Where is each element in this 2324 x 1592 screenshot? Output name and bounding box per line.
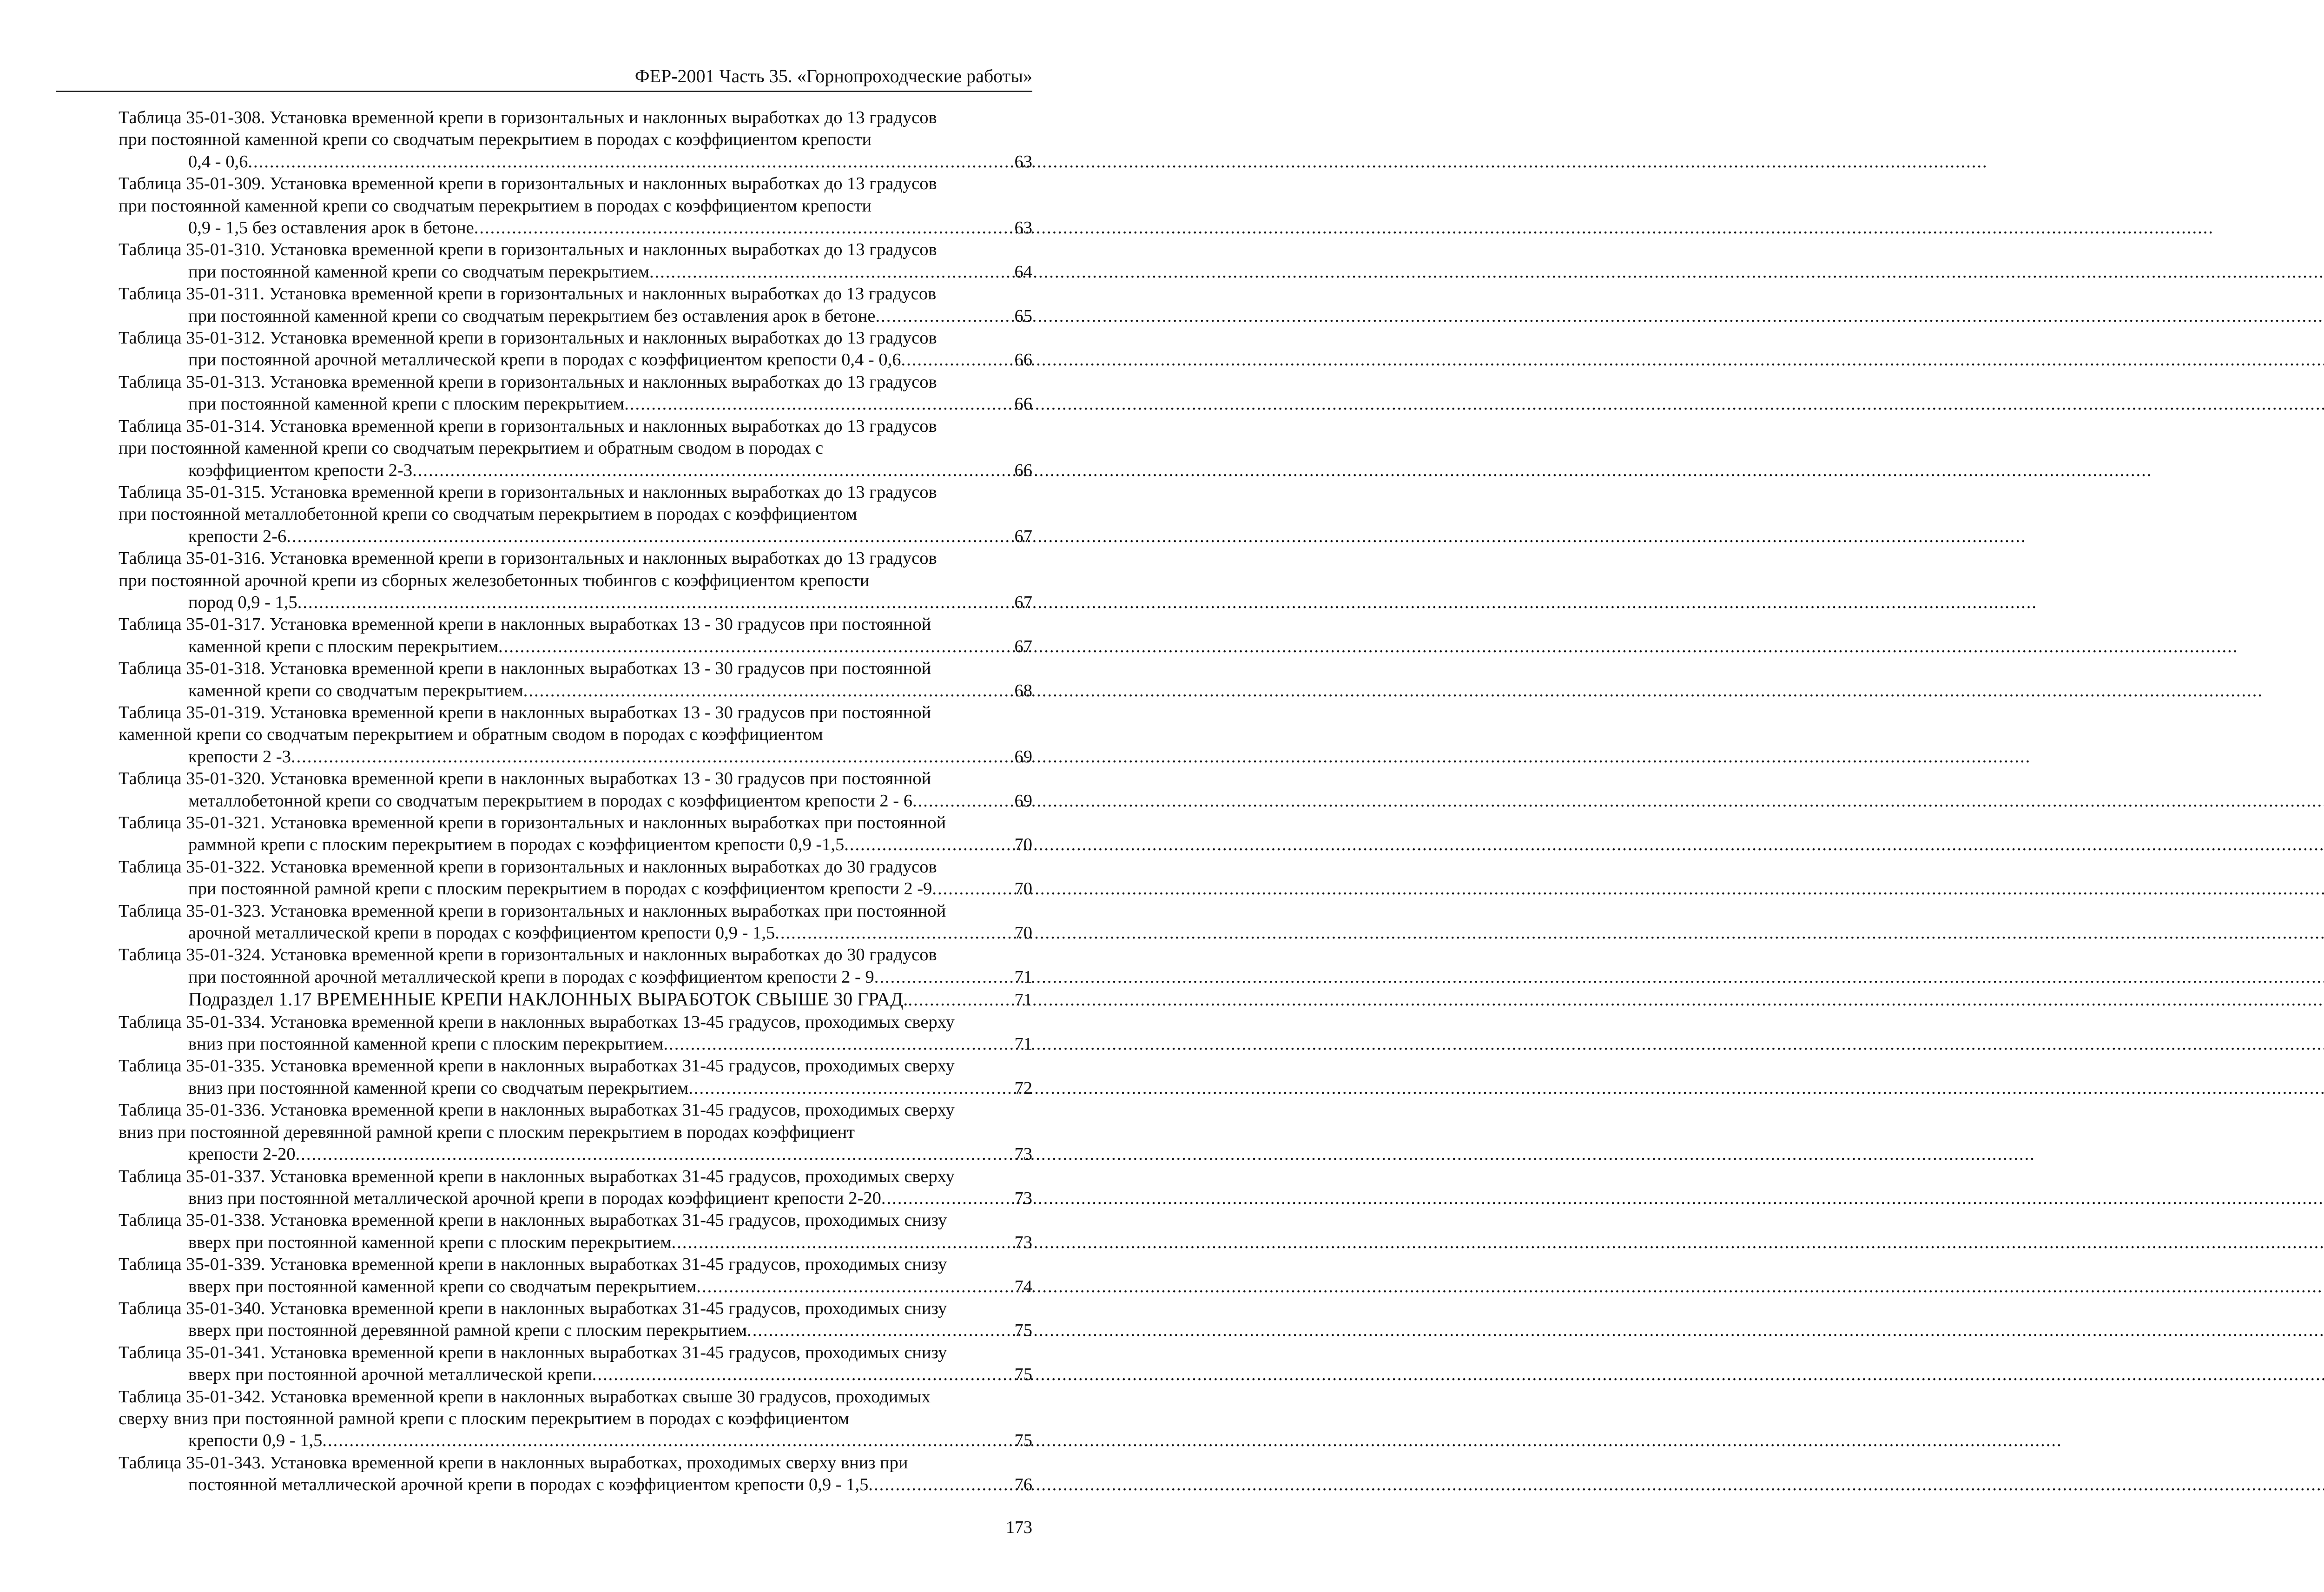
dot-leader <box>498 636 1014 658</box>
toc-subsection-entry[interactable] <box>61 988 1032 1011</box>
toc-table-entry[interactable] <box>61 812 1032 856</box>
toc-leader-row <box>188 680 1032 702</box>
toc-entry-line: Таблица 35-01-324. Установка временной крепи в горизонтальных и наклонных выработках до 30 градусов <box>119 945 937 965</box>
toc-entry-line: Таблица 35-01-337. Установка временной крепи в наклонных выработках 31-45 градусов, проходимых сверху <box>119 1166 955 1186</box>
toc-entry-line: Таблица 35-01-335. Установка временной крепи в наклонных выработках 31-45 градусов, проходимых сверху <box>119 1056 955 1076</box>
toc-entry-last-line: пород 0,9 - 1,5 <box>188 592 297 612</box>
toc-leader-row <box>188 526 1032 548</box>
toc-entry-line: Таблица 35-01-342. Установка временной крепи в наклонных выработках свыше 30 градусов, проходимых <box>119 1387 931 1407</box>
toc-entry-last-line: 0,4 - 0,6 <box>188 152 248 172</box>
toc-table-entry[interactable] <box>61 702 1032 768</box>
toc-entry-last-line: вниз при постоянной каменной крепи со сводчатым перекрытием <box>188 1078 689 1098</box>
dot-leader <box>747 1320 1014 1341</box>
toc-leader-row <box>188 1077 1032 1099</box>
toc-leader-row <box>188 988 1032 1011</box>
dot-leader <box>296 1143 1015 1165</box>
toc-entry-last-line: при постоянной каменной крепи с плоским перекрытием <box>188 394 625 414</box>
dot-leader <box>881 1188 1015 1209</box>
toc-entry-last-line: раммной крепи с плоским перекрытием в породах с коэффициентом крепости 0,9 -1,5 <box>188 835 845 855</box>
toc-page-number: 71 <box>1014 990 1032 1010</box>
toc-entry-line: Таблица 35-01-338. Установка временной крепи в наклонных выработках 31-45 градусов, проходимых снизу <box>119 1210 947 1230</box>
toc-page-number: 63 <box>1014 152 1032 172</box>
toc-leader-row <box>188 151 1032 173</box>
dot-leader <box>688 1077 1014 1099</box>
toc-entry-last-line: при постоянной каменной крепи со сводчатым перекрытием без оставления арок в бетоне <box>188 306 876 326</box>
toc-leader-row <box>188 834 1032 856</box>
toc-entry-line: Таблица 35-01-336. Установка временной крепи в наклонных выработках 31-45 градусов, проходимых сверху <box>119 1100 955 1120</box>
toc-page-number: 70 <box>1014 835 1032 855</box>
toc-page-number: 71 <box>1014 1034 1032 1054</box>
dot-leader <box>696 1276 1014 1298</box>
toc-leader-row <box>188 878 1032 900</box>
dot-leader <box>901 349 1014 371</box>
dot-leader <box>672 1232 1015 1254</box>
toc-entry-line: Таблица 35-01-316. Установка временной крепи в горизонтальных и наклонных выработках до 13 градусов <box>119 548 937 568</box>
toc-table-entry[interactable] <box>61 1452 1032 1496</box>
toc-table-entry[interactable] <box>61 856 1032 900</box>
toc-page-number: 69 <box>1014 791 1032 811</box>
toc-entry-line: Таблица 35-01-308. Установка временной крепи в горизонтальных и наклонных выработках до 13 градусов <box>119 108 937 127</box>
toc-entry-last-line: арочной металлической крепи в породах с коэффициентом крепости 0,9 - 1,5 <box>188 923 775 943</box>
toc-entry-line: Таблица 35-01-313. Установка временной крепи в горизонтальных и наклонных выработках до 13 градусов <box>119 372 937 392</box>
toc-table-entry[interactable] <box>61 1254 1032 1298</box>
toc-entry-last-line: вверх при постоянной деревянной рамной крепи с плоским перекрытием <box>188 1321 747 1341</box>
toc-page-number: 75 <box>1014 1321 1032 1341</box>
toc-table-entry[interactable] <box>61 416 1032 482</box>
dot-leader <box>248 151 1014 173</box>
toc-page-number: 65 <box>1014 306 1032 326</box>
dot-leader <box>912 790 1015 812</box>
toc-page-number: 67 <box>1014 526 1032 546</box>
toc-entry-line: каменной крепи со сводчатым перекрытием и обратным сводом в породах с коэффициентом <box>119 725 823 745</box>
toc-page-number: 75 <box>1014 1431 1032 1451</box>
toc-table-entry[interactable] <box>61 1386 1032 1452</box>
toc-table-entry[interactable] <box>61 1055 1032 1099</box>
toc-entry-line: при постоянной каменной крепи со сводчатым перекрытием и обратным сводом в породах с <box>119 438 824 458</box>
header-rule <box>56 91 1032 92</box>
toc-entry-line: Таблица 35-01-315. Установка временной крепи в горизонтальных и наклонных выработках до 13 градусов <box>119 482 937 502</box>
dot-leader <box>286 526 1014 548</box>
toc-leader-row <box>188 592 1032 614</box>
toc-leader-row <box>188 349 1032 371</box>
toc-leader-row <box>188 1320 1032 1341</box>
dot-leader <box>844 834 1014 856</box>
toc-entry-last-line: постоянной металлической арочной крепи в породах с коэффициентом крепости 0,9 - 1,5 <box>188 1475 869 1495</box>
toc-table-entry[interactable] <box>61 239 1032 283</box>
toc-leader-row <box>188 1143 1032 1165</box>
dot-leader <box>523 680 1015 702</box>
toc-entry-last-line: вверх при постоянной каменной крепи с плоским перекрытием <box>188 1232 672 1252</box>
dot-leader <box>291 746 1015 768</box>
toc-entry-line: Таблица 35-01-323. Установка временной крепи в горизонтальных и наклонных выработках при постоянной <box>119 901 946 921</box>
toc-leader-row <box>188 1033 1032 1055</box>
toc-entry-line: Таблица 35-01-341. Установка временной крепи в наклонных выработках 31-45 градусов, проходимых снизу <box>119 1342 947 1362</box>
dot-leader <box>868 1474 1014 1496</box>
toc-entry-line: сверху вниз при постоянной рамной крепи с плоским перекрытием в породах с коэффициентом <box>119 1408 850 1428</box>
toc-entry-last-line: при постоянной рамной крепи с плоским перекрытием в породах с коэффициентом крепости 2 -9 <box>188 879 932 899</box>
toc-page-number: 63 <box>1014 218 1032 238</box>
dot-leader <box>908 989 1014 1011</box>
toc-entry-line: Таблица 35-01-339. Установка временной крепи в наклонных выработках 31-45 градусов, проходимых снизу <box>119 1255 947 1275</box>
toc-table-entry[interactable] <box>61 614 1032 658</box>
toc-entry-last-line: вниз при постоянной каменной крепи с плоским перекрытием <box>188 1034 664 1054</box>
toc-table-entry[interactable] <box>61 944 1032 988</box>
toc-table-entry[interactable] <box>61 1342 1032 1386</box>
toc-entry-last-line: крепости 0,9 - 1,5 <box>188 1431 323 1451</box>
toc-entry-last-line: крепости 2 -3 <box>188 746 291 766</box>
toc-entry-last-line: металлобетонной крепи со сводчатым перекрытием в породах с коэффициентом крепости 2 - 6 <box>188 791 912 811</box>
page-number: 173 <box>1006 1518 1032 1537</box>
toc-leader-row <box>188 305 1032 327</box>
toc-table-entry[interactable] <box>61 1011 1032 1056</box>
toc-leader-row <box>188 1474 1032 1496</box>
toc-table-entry[interactable] <box>61 173 1032 239</box>
toc-entry-line: Таблица 35-01-343. Установка временной крепи в наклонных выработках, проходимых сверху вниз при <box>119 1453 908 1473</box>
toc-entry-line: при постоянной каменной крепи со сводчатым перекрытием в породах с коэффициентом крепости <box>119 130 872 150</box>
dot-leader <box>592 1364 1015 1386</box>
toc-leader-row <box>188 1232 1032 1254</box>
dot-leader <box>624 393 1014 415</box>
toc-page-number: 69 <box>1014 746 1032 766</box>
toc-leader-row <box>188 261 1032 283</box>
dot-leader <box>664 1033 1015 1055</box>
toc-entry-line: Таблица 35-01-310. Установка временной крепи в горизонтальных и наклонных выработках до 13 градусов <box>119 240 937 260</box>
toc-entry-last-line: вверх при постоянной арочной металлической крепи <box>188 1365 592 1385</box>
toc-entry-last-line: крепости 2-6 <box>188 526 287 546</box>
toc-entry-last-line: каменной крепи со сводчатым перекрытием <box>188 680 523 700</box>
toc-table-entry[interactable] <box>61 1099 1032 1165</box>
toc-page-number: 74 <box>1014 1276 1032 1296</box>
toc-leader-row <box>188 393 1032 415</box>
toc-entry-line: при постоянной каменной крепи со сводчатым перекрытием в породах с коэффициентом крепости <box>119 196 872 216</box>
toc-table-entry[interactable] <box>61 658 1032 702</box>
toc-leader-row <box>188 1364 1032 1386</box>
toc-entry-last-line: при постоянной каменной крепи со сводчатым перекрытием <box>188 262 649 282</box>
toc-table-entry[interactable] <box>61 107 1032 173</box>
toc-entry-last-line: 0,9 - 1,5 без оставления арок в бетоне <box>188 218 474 238</box>
table-of-contents <box>61 107 1032 1496</box>
toc-page-number: 68 <box>1014 680 1032 700</box>
dot-leader <box>649 261 1015 283</box>
toc-leader-row <box>188 460 1032 482</box>
toc-page-number: 67 <box>1014 636 1032 656</box>
toc-entry-last-line: крепости 2-20 <box>188 1144 296 1164</box>
toc-page-number: 70 <box>1014 923 1032 943</box>
dot-leader <box>322 1430 1014 1452</box>
toc-page-number: 66 <box>1014 460 1032 480</box>
toc-leader-row <box>188 217 1032 239</box>
toc-entry-line: Таблица 35-01-321. Установка временной крепи в горизонтальных и наклонных выработках при постоянной <box>119 813 946 832</box>
dot-leader <box>875 305 1014 327</box>
subsection-title: Подраздел 1.17 ВРЕМЕННЫЕ КРЕПИ НАКЛОННЫХ ВЫРАБОТОК СВЫШЕ 30 ГРАД. <box>188 988 908 1010</box>
toc-leader-row <box>188 746 1032 768</box>
toc-entry-last-line: каменной крепи с плоским перекрытием <box>188 636 499 656</box>
toc-page-number: 73 <box>1014 1188 1032 1208</box>
toc-entry-line: Таблица 35-01-320. Установка временной крепи в наклонных выработках 13 - 30 градусов при постоянной <box>119 769 931 789</box>
document-page <box>0 0 1097 1592</box>
toc-table-entry[interactable] <box>61 371 1032 416</box>
dot-leader <box>932 878 1014 900</box>
toc-table-entry[interactable] <box>61 1166 1032 1210</box>
toc-table-entry[interactable] <box>61 548 1032 614</box>
toc-table-entry[interactable] <box>61 327 1032 371</box>
toc-leader-row <box>188 1188 1032 1209</box>
toc-entry-line: Таблица 35-01-317. Установка временной крепи в наклонных выработках 13 - 30 градусов при постоянной <box>119 614 931 634</box>
toc-page-number: 66 <box>1014 394 1032 414</box>
toc-leader-row <box>188 1276 1032 1298</box>
toc-entry-line: при постоянной металлобетонной крепи со сводчатым перекрытием в породах с коэффициентом <box>119 504 857 524</box>
toc-table-entry[interactable] <box>61 1209 1032 1254</box>
toc-entry-line: при постоянной арочной крепи из сборных железобетонных тюбингов с коэффициентом крепости <box>119 570 870 590</box>
toc-leader-row <box>188 636 1032 658</box>
toc-entry-line: вниз при постоянной деревянной рамной крепи с плоским перекрытием в породах коэффициент <box>119 1122 855 1142</box>
dot-leader <box>775 922 1014 944</box>
toc-entry-line: Таблица 35-01-319. Установка временной крепи в наклонных выработках 13 - 30 градусов при постоянной <box>119 702 931 722</box>
dot-leader <box>874 966 1015 988</box>
toc-page-number: 66 <box>1014 350 1032 370</box>
toc-entry-last-line: вниз при постоянной металлической арочной крепи в породах коэффициент крепости 2-20 <box>188 1188 881 1208</box>
toc-entry-line: Таблица 35-01-334. Установка временной крепи в наклонных выработках 13-45 градусов, проходимых сверху <box>119 1012 955 1032</box>
toc-page-number: 70 <box>1014 879 1032 899</box>
toc-entry-line: Таблица 35-01-314. Установка временной крепи в горизонтальных и наклонных выработках до 13 градусов <box>119 416 937 436</box>
toc-entry-last-line: при постоянной арочной металлической крепи в породах с коэффициентом крепости 2 - 9 <box>188 967 874 987</box>
toc-page-number: 73 <box>1014 1232 1032 1252</box>
toc-entry-line: Таблица 35-01-312. Установка временной крепи в горизонтальных и наклонных выработках до 13 градусов <box>119 328 937 348</box>
toc-entry-line: Таблица 35-01-340. Установка временной крепи в наклонных выработках 31-45 градусов, проходимых снизу <box>119 1298 947 1318</box>
toc-entry-line: Таблица 35-01-309. Установка временной крепи в горизонтальных и наклонных выработках до 13 градусов <box>119 174 937 194</box>
toc-table-entry[interactable] <box>61 1298 1032 1342</box>
dot-leader <box>474 217 1015 239</box>
toc-leader-row <box>188 922 1032 944</box>
toc-page-number: 64 <box>1014 262 1032 282</box>
toc-page-number: 73 <box>1014 1144 1032 1164</box>
running-header: ФЕР-2001 Часть 35. «Горнопроходческие работы» <box>634 66 1032 86</box>
toc-page-number: 75 <box>1014 1365 1032 1385</box>
toc-entry-last-line: вверх при постоянной каменной крепи со сводчатым перекрытием <box>188 1276 697 1296</box>
toc-leader-row <box>188 1430 1032 1452</box>
toc-entry-last-line: при постоянной арочной металлической крепи в породах с коэффициентом крепости 0,4 - 0,6 <box>188 350 901 370</box>
toc-entry-last-line: коэффициентом крепости 2-3 <box>188 460 413 480</box>
toc-entry-line: Таблица 35-01-322. Установка временной крепи в горизонтальных и наклонных выработках до 30 градусов <box>119 857 937 877</box>
toc-page-number: 71 <box>1014 967 1032 987</box>
dot-leader <box>297 592 1015 614</box>
toc-table-entry[interactable] <box>61 283 1032 327</box>
dot-leader <box>412 460 1014 482</box>
toc-entry-line: Таблица 35-01-311. Установка временной крепи в горизонтальных и наклонных выработках до 13 градусов <box>119 284 937 304</box>
toc-table-entry[interactable] <box>61 768 1032 812</box>
toc-table-entry[interactable] <box>61 900 1032 945</box>
toc-table-entry[interactable] <box>61 482 1032 548</box>
toc-page-number: 67 <box>1014 592 1032 612</box>
toc-leader-row <box>188 790 1032 812</box>
toc-page-number: 76 <box>1014 1475 1032 1495</box>
toc-page-number: 72 <box>1014 1078 1032 1098</box>
toc-leader-row <box>188 966 1032 988</box>
toc-entry-line: Таблица 35-01-318. Установка временной крепи в наклонных выработках 13 - 30 градусов при постоянной <box>119 659 931 679</box>
